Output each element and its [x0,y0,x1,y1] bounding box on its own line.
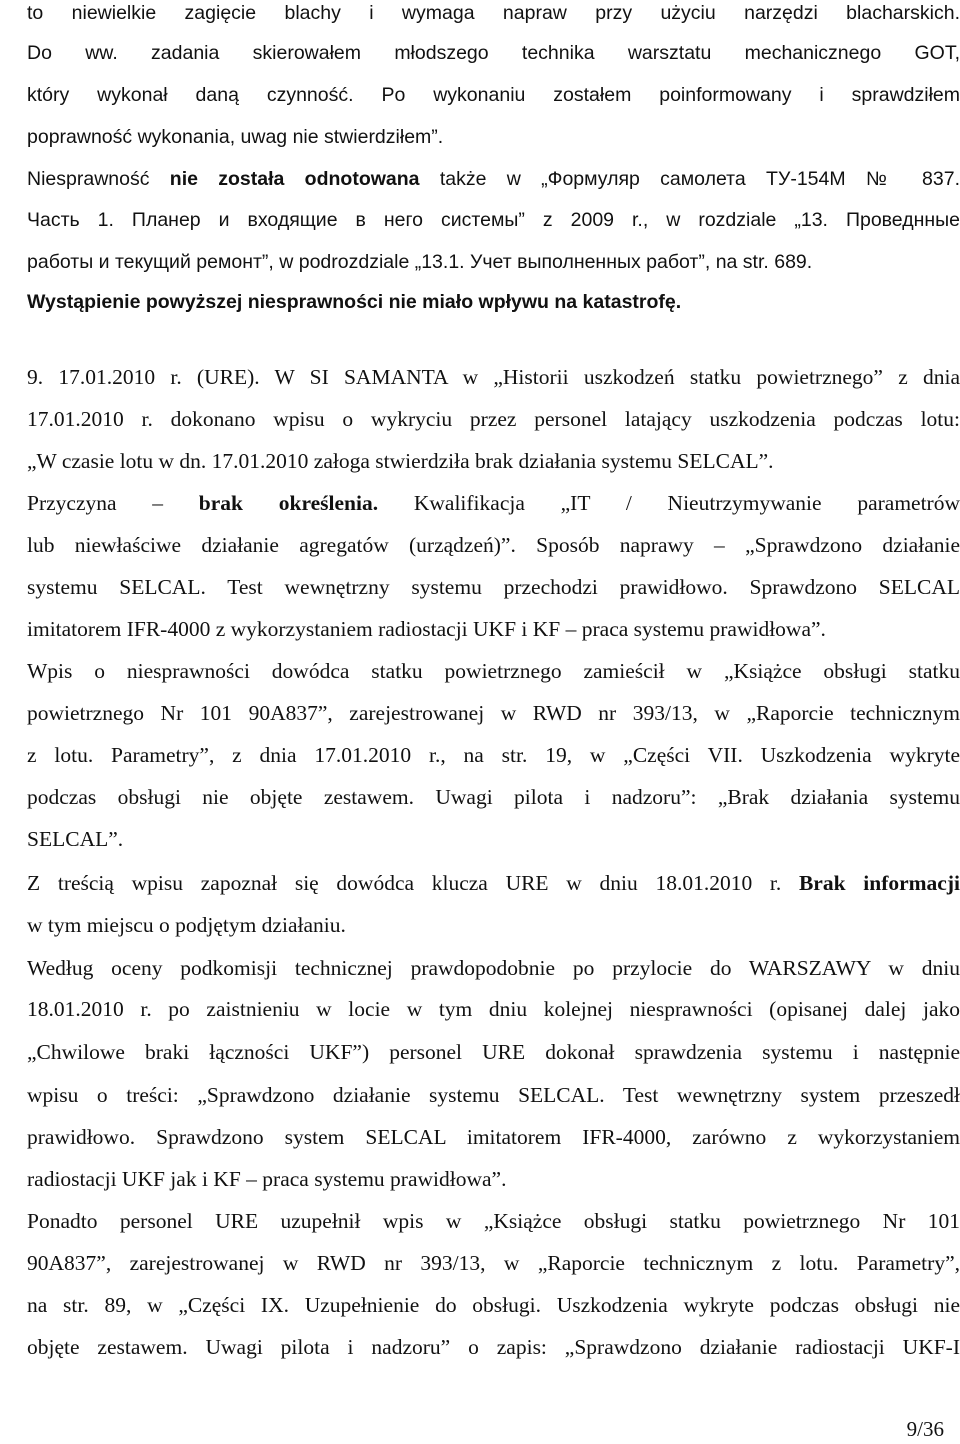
text-line [27,40,960,66]
text-segment: Часть 1. Планер и входящие в него системы” z 2009 r., w rozdziale „13. Проведнные [27,209,960,231]
bold-text: nie została odnotowana [169,168,420,190]
text-segment: powietrznego Nr 101 90A837”, zarejestrowanej w RWD nr 393/13, w „Raporcie technicznym [27,701,960,725]
text-line [27,490,960,516]
text-segment: „Chwilowe braki łączności UKF”) personel URE dokonał sprawdzenia systemu i następnie [27,1040,960,1064]
text-line [27,207,960,233]
text-segment: który wykonał daną czynność. Po wykonaniu zostałem poinformowany i sprawdziłem [27,84,960,106]
text-segment: radiostacji UKF jak i KF – praca systemu prawidłowa”. [27,1167,507,1191]
text-segment: SELCAL”. [27,827,124,851]
text-segment: imitatorem IFR-4000 z wykorzystaniem radiostacji UKF i KF – praca systemu prawidłowa”. [27,617,826,641]
text-segment: to niewielkie zagięcie blachy i wymaga napraw przy użyciu narzędzi blacharskich. [27,2,960,24]
text-line [27,742,960,768]
text-segment: wpisu o treści: „Sprawdzono działanie systemu SELCAL. Test wewnętrzny system przeszedł [27,1083,960,1107]
text-line [27,1124,960,1150]
text-segment: Niesprawność [27,168,170,190]
text-line [27,1039,960,1065]
bold-text: Wystąpienie powyższej niesprawności nie miało wpływu na katastrofę. [27,291,682,313]
text-segment: работы и текущий ремонт”, w podrozdziale „13.1. Учет выполненных работ”, na str. 689. [27,251,813,273]
text-segment: 17.01.2010 r. dokonano wpisu o wykryciu przez personel latający uszkodzenia podczas lotu: [27,407,960,431]
bold-text: Brak informacji [798,871,960,895]
text-segment: Kwalifikacja „IT / Nieutrzymywanie parametrów [378,491,960,515]
text-segment: Przyczyna – [27,491,199,515]
text-segment: systemu SELCAL. Test wewnętrzny systemu przechodzi prawidłowo. Sprawdzono SELCAL [27,575,960,599]
text-line [27,1334,960,1360]
text-line [27,406,960,432]
page-number: 9/36 [906,1417,944,1441]
text-segment: Do ww. zadania skierowałem młodszego technika warsztatu mechanicznego GOT, [27,42,960,64]
text-line [27,1292,960,1318]
text-segment: Ponadto personel URE uzupełnił wpis w „Książce obsługi statku powietrznego Nr 101 [27,1209,960,1233]
text-line [27,448,960,474]
text-line [27,289,960,315]
text-segment: 9. 17.01.2010 r. (URE). W SI SAMANTA w „Historii uszkodzeń statku powietrznego” z dnia [27,365,960,389]
text-segment: z lotu. Parametry”, z dnia 17.01.2010 r., na str. 19, w „Części VII. Uszkodzenia wykryte [27,743,960,767]
text-line [27,1082,960,1108]
text-segment: Z treścią wpisu zapoznał się dowódca klucza URE w dniu 18.01.2010 r. [27,871,799,895]
text-segment: także w „Формуляр самолета ТУ-154М № 837. [419,168,960,190]
text-line [27,658,960,684]
text-line [27,0,960,26]
text-segment: poprawność wykonania, uwag nie stwierdziłem”. [27,126,444,148]
text-segment: Według oceny podkomisji technicznej prawdopodobnie po przylocie do WARSZAWY w dniu [27,956,960,980]
text-line [27,1208,960,1234]
text-line [27,784,960,810]
text-line [27,996,960,1022]
text-segment: prawidłowo. Sprawdzono system SELCAL imitatorem IFR-4000, zarówno z wykorzystaniem [27,1125,960,1149]
text-segment: na str. 89, w „Części IX. Uzupełnienie do obsługi. Uszkodzenia wykryte podczas obsługi nie [27,1293,960,1317]
text-line [27,1250,960,1276]
text-line [27,616,960,642]
text-line [27,82,960,108]
text-line [27,532,960,558]
text-segment: podczas obsługi nie objęte zestawem. Uwagi pilota i nadzoru”: „Brak działania systemu [27,785,960,809]
text-line [27,574,960,600]
text-line [27,912,960,938]
text-segment: 90A837”, zarejestrowanej w RWD nr 393/13, w „Raporcie technicznym z lotu. Parametry”, [27,1251,960,1275]
text-line [27,249,960,275]
text-segment: objęte zestawem. Uwagi pilota i nadzoru” o zapis: „Sprawdzono działanie radiostacji UKF-I [27,1335,960,1359]
text-line [27,700,960,726]
text-line [27,364,960,390]
text-line [27,1166,960,1192]
text-segment: „W czasie lotu w dn. 17.01.2010 załoga stwierdziła brak działania systemu SELCAL”. [27,449,774,473]
text-segment: w tym miejscu o podjętym działaniu. [27,913,346,937]
text-segment: 18.01.2010 r. po zaistnieniu w locie w tym dniu kolejnej niesprawności (opisanej dalej jako [27,997,960,1021]
bold-text: brak określenia. [198,491,379,515]
text-line [27,124,960,150]
text-segment: lub niewłaściwe działanie agregatów (urządzeń)”. Sposób naprawy – „Sprawdzono działanie [27,533,960,557]
text-line [27,870,960,896]
text-line [27,826,960,852]
text-segment: Wpis o niesprawności dowódca statku powietrznego zamieścił w „Książce obsługi statku [27,659,960,683]
text-line [27,166,960,192]
text-line [27,955,960,981]
